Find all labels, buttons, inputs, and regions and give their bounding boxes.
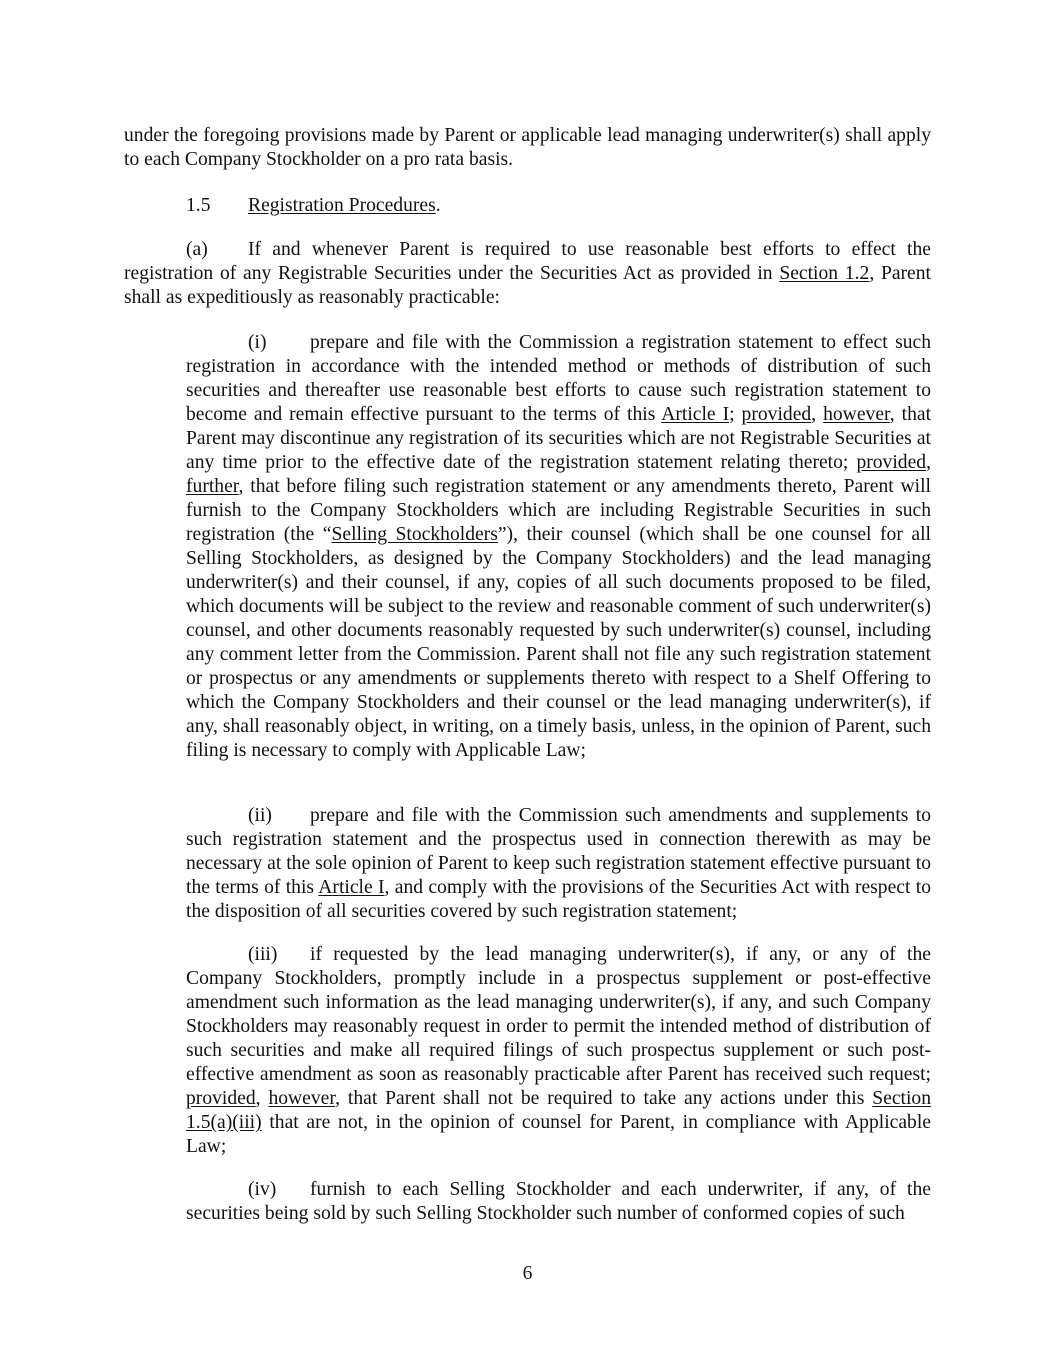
paragraph-text: under the foregoing provisions made by Parent or applicable lead managing underwriter(s) shall apply to each Company Stockholder on a pro rata basis. [124, 125, 931, 170]
paragraph-i [186, 331, 931, 763]
paragraph-text: if requested by the lead managing underwriter(s), if any, or any of the Company Stockholders, promptly include in a prospectus supplement or post-effective amendment such information as the lead managing underwriter(s), if any, and such Company Stockholders may reasonably request in order to permit the intended method of distribution of such securities and make all required filings of such prospectus supplement or such post-effective amendment as soon as reasonably practicable after Parent has received such request; [186, 944, 931, 1085]
paragraph-iv [186, 1178, 931, 1226]
paragraph-text: , that Parent shall not be required to take any actions under this [335, 1088, 873, 1109]
term-provided: provided [741, 404, 812, 425]
paragraph-text: , [926, 452, 931, 473]
paragraph-text: prepare and file with the Commission such amendments and supplements to such registration statement and the prospectus used in connection therewith as may be necessary at the sole opinion of Parent to keep such registration statement effective pursuant to the terms of this [186, 805, 931, 898]
cross-reference-article-i: Article I [661, 404, 730, 425]
page-number: 6 [522, 1263, 533, 1284]
term-provided: provided [186, 1088, 256, 1109]
paragraph-text: , and comply with the provisions of the Securities Act with respect to the disposition of all securities covered by such registration statement; [186, 877, 931, 922]
paragraph-a [124, 238, 931, 310]
paragraph-text: , that before filing such registration statement or any amendments thereto, Parent will furnish to the Company Stockholders which are including Registrable Securities in such registration (the “ [186, 476, 931, 545]
paragraph-iv-label: (iv) [248, 1179, 277, 1200]
section-title-period: . [435, 195, 441, 216]
section-number: 1.5 [186, 195, 211, 216]
paragraph-text: prepare and file with the Commission a registration statement to effect such registration in accordance with the intended method or methods of distribution of such securities and thereafter use reasonable best efforts to cause such registration statement to become and remain effective pursuant to the terms of this [186, 332, 931, 425]
section-title: Registration Procedures [248, 195, 436, 216]
cross-reference-section-1-5-a-iii: Section 1.5(a)(iii) [186, 1088, 932, 1133]
cross-reference-section-1-2: Section 1.2 [779, 263, 870, 284]
paragraph-a-label: (a) [186, 239, 208, 260]
paragraph-text: , that Parent may discontinue any registration of its securities which are not Registrable Securities at any time prior to the effective date of the registration statement relating thereto; [186, 404, 932, 473]
cross-reference-article-i: Article I [318, 877, 385, 898]
paragraph-text: , [255, 1088, 269, 1109]
paragraph-ii [186, 804, 931, 924]
paragraph-text: , Parent shall as expeditiously as reasonably practicable: [124, 263, 931, 308]
paragraph-ii-label: (ii) [248, 805, 272, 826]
paragraph-text: ; [729, 404, 742, 425]
paragraph-text: If and whenever Parent is required to use reasonable best efforts to effect the registration of any Registrable Securities under the Securities Act as provided in [124, 239, 931, 284]
paragraph-text: that are not, in the opinion of counsel for Parent, in compliance with Applicable Law; [186, 1112, 931, 1157]
paragraph-text: ”), their counsel (which shall be one counsel for all Selling Stockholders, as designed by the Company Stockholders) and the lead managing underwriter(s) and their counsel, if any, copies of all such documents proposed to be filed, which documents will be subject to the review and reasonable comment of such underwriter(s) counsel, and other documents reasonably requested by such underwriter(s) counsel, including any comment letter from the Commission. Parent shall not file any such registration statement or prospectus or any amendments or supplements thereto with respect to a Shelf Offering to which the Company Stockholders and their counsel or the lead managing underwriter(s), if any, shall reasonably object, in writing, on a timely basis, unless, in the opinion of Parent, such filing is necessary to comply with Applicable Law; [186, 524, 931, 761]
paragraph-iii-label: (iii) [248, 944, 278, 965]
paragraph-text: furnish to each Selling Stockholder and each underwriter, if any, of the securities being sold by such Selling Stockholder such number of conformed copies of such [186, 1179, 931, 1224]
paragraph-continuation [124, 124, 931, 172]
section-heading-1-5 [124, 194, 931, 218]
defined-term-selling-stockholders: Selling Stockholders [331, 524, 498, 545]
paragraph-text: , [811, 404, 824, 425]
paragraph-iii [186, 943, 931, 1159]
term-however: however [268, 1088, 336, 1109]
paragraph-i-label: (i) [248, 332, 267, 353]
term-further: further [186, 476, 239, 497]
term-however: however [823, 404, 890, 425]
term-provided: provided [856, 452, 927, 473]
